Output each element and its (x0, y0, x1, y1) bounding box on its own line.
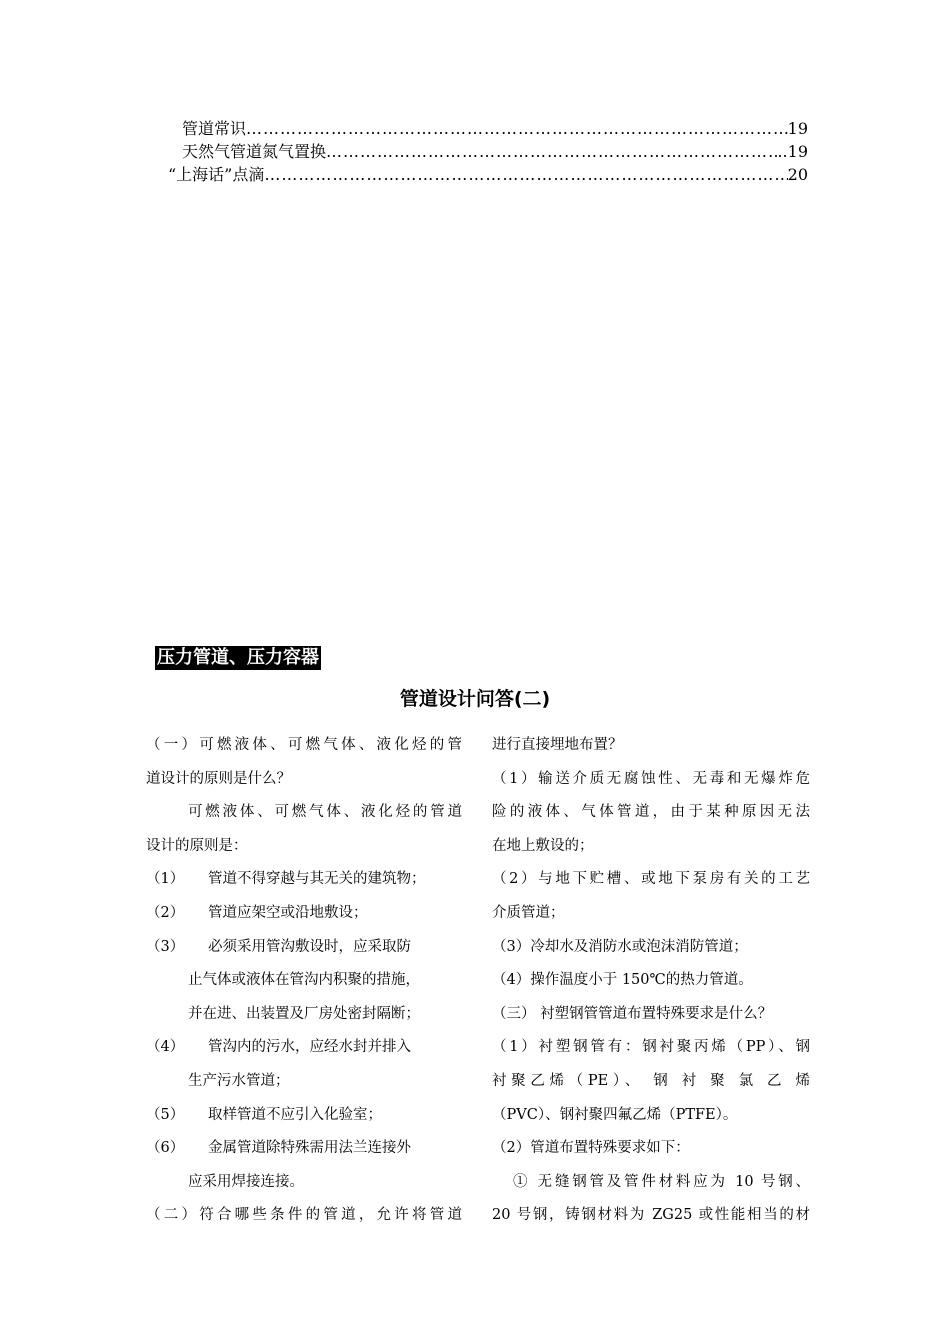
answer-text: （3）冷却水及消防水或泡沫消防管道； (492, 938, 748, 955)
answer-text: 险的液体、气体管道，由于某种原因无法 (492, 804, 810, 821)
toc-leader-dots (326, 142, 777, 161)
list-number: （2） (146, 904, 185, 921)
toc-entry[interactable] (168, 139, 808, 162)
answer-text: 在地上敷设的； (492, 837, 594, 854)
answer-text: （1）输送介质无腐蚀性、无毒和无爆炸危 (492, 770, 810, 787)
list-number: （4） (146, 1039, 185, 1056)
question-text: 进行直接埋地布置？ (492, 737, 623, 753)
section-label: 压力管道、压力容器 (157, 647, 319, 668)
toc-entry-title: “上海话”点滴 (168, 165, 265, 184)
list-number: （3） (146, 938, 185, 955)
list-item (146, 863, 462, 897)
question-text: （二）符合哪些条件的管道，允许将管道 (146, 1207, 462, 1224)
list-text: 并在进、出装置及厂房处密封隔断； (188, 1005, 420, 1022)
answer-text: 介质管道； (492, 904, 565, 921)
answer-text: 衬聚乙烯（PE）、 钢 衬 聚 氯 乙 烯 (492, 1072, 810, 1089)
toc-leader-dots (246, 119, 788, 138)
toc-entry-page: 19 (787, 119, 808, 138)
list-item (146, 897, 462, 931)
answer-text: （4）操作温度小于 150℃的热力管道。 (492, 972, 753, 989)
toc-entry[interactable] (168, 162, 808, 185)
answer-text: 20 号钢，铸钢材料为 ZG25 或性能相当的材 (492, 1207, 810, 1224)
toc-entry-page: 20 (787, 165, 808, 184)
right-column (492, 729, 810, 1233)
list-text: 管道不得穿越与其无关的建筑物； (208, 871, 426, 888)
list-text: 生产污水管道； (188, 1072, 290, 1089)
question-text: （三） 衬塑钢管管道布置特殊要求是什么？ (492, 1005, 773, 1022)
toc-entry[interactable] (168, 116, 808, 139)
answer-text: （2）管道布置特殊要求如下： (492, 1140, 690, 1157)
question-text: （一）可燃液体、可燃气体、液化烃的管 (146, 737, 462, 753)
list-number: （1） (146, 871, 185, 888)
list-text: 必须采用管沟敷设时，应采取防 (208, 938, 411, 955)
list-text: 止气体或液体在管沟内积聚的措施， (188, 972, 420, 989)
question-text: 道设计的原则是什么？ (146, 770, 291, 787)
toc-entry-title: 管道常识 (182, 119, 247, 138)
article-title: 管道设计问答(二) (399, 688, 551, 710)
list-number: （5） (146, 1106, 185, 1123)
answer-text: （2）与地下贮槽、或地下泵房有关的工艺 (492, 871, 810, 888)
list-text: 金属管道除特殊需用法兰连接外 (208, 1140, 411, 1157)
list-text: 管道应架空或沿地敷设； (208, 904, 368, 921)
list-item (146, 1031, 462, 1065)
answer-text: 可燃液体、可燃气体、液化烃的管道 (188, 804, 462, 821)
list-item (146, 1132, 462, 1166)
toc-entry-title: 天然气管道氮气置换 (182, 142, 327, 161)
toc-leader-dots (264, 165, 787, 184)
left-column (146, 729, 462, 1233)
list-text: 应采用焊接连接。 (188, 1173, 304, 1190)
table-of-contents (168, 116, 808, 185)
list-item (146, 931, 462, 965)
list-text: 管沟内的污水，应经水封并排入 (208, 1039, 411, 1056)
list-number: （6） (146, 1140, 185, 1157)
list-item (146, 1099, 462, 1133)
answer-text: 设计的原则是： (146, 837, 248, 854)
list-text: 取样管道不应引入化验室； (208, 1106, 382, 1123)
toc-entry-page: ..19 (777, 142, 808, 161)
answer-text: （1）衬塑钢管有：钢衬聚丙烯（PP）、钢 (492, 1039, 810, 1056)
answer-text: （PVC）、钢衬聚四氟乙烯（PTFE）。 (492, 1106, 738, 1123)
answer-text: ① 无缝钢管及管件材料应为 10 号钢、 (513, 1173, 810, 1190)
